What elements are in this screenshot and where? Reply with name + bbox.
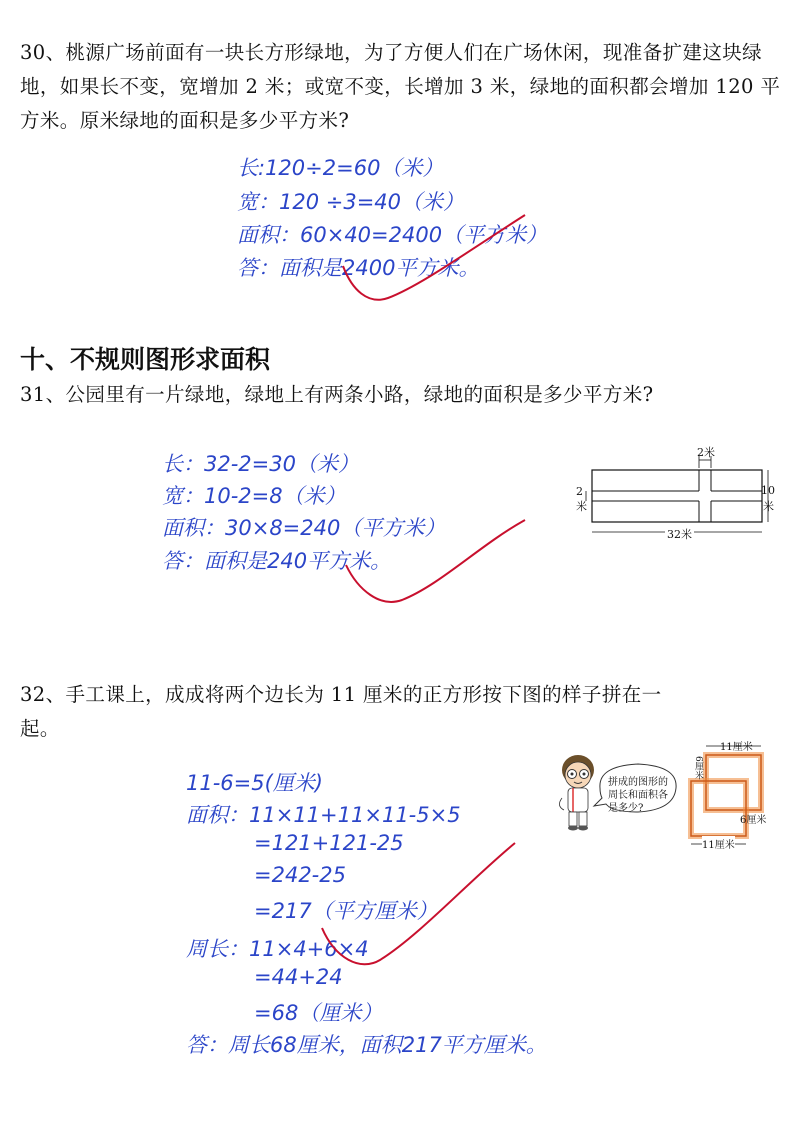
q31-fig-left-label-2: 米 [576, 500, 587, 513]
question-31-text: 31、公园里有一片绿地，绿地上有两条小路，绿地的面积是多少平方米? [20, 383, 654, 406]
q32-answer-line-4: =242-25 [254, 863, 346, 887]
q30-answer-line-3: 面积：60×40=2400（平方米） [237, 223, 548, 247]
question-30-text: 30、桃源广场前面有一块长方形绿地，为了方便人们在广场休闲，现准备扩建这块绿地，如果长不变，宽增加 2 米；或宽不变，长增加 3 米，绿地的面积都会增加 120 平方米。原米绿地的面积是多少平方米? [20, 41, 781, 132]
q32-answer-line-1: 11-6=5(厘米) [186, 771, 324, 795]
q31-fig-left-label-1: 2 [576, 485, 583, 498]
speech-bubble-line-2: 周长和面积各 [608, 790, 668, 801]
speech-bubble-line-1: 拼成的图形的 [608, 777, 668, 788]
question-32-text-line-2: 起。 [20, 717, 60, 740]
q32-fig-top-label: 11厘米 [720, 742, 753, 753]
q31-fig-top-label: 2米 [697, 446, 715, 459]
q32-answer-line-8: =68（厘米） [254, 1001, 383, 1025]
section-title: 十、不规则图形求面积 [20, 345, 271, 374]
q32-answer-line-5: =217（平方厘米） [254, 899, 438, 923]
q32-answer-line-9: 答：周长68厘米，面积217平方厘米。 [186, 1033, 547, 1057]
q31-answer-line-1: 长：32-2=30（米） [162, 452, 359, 476]
q31-fig-right-label-2: 米 [763, 500, 774, 513]
q32-answer-line-7: =44+24 [254, 965, 343, 989]
q32-answer-line-2: 面积：11×11+11×11-5×5 [186, 803, 461, 827]
q32-fig-left-label: 6厘米 [693, 756, 703, 780]
q32-squares-figure [688, 738, 788, 850]
q30-answer-line-4: 答：面积是2400平方米。 [237, 256, 480, 280]
question-32-text-line-1: 32、手工课上，成成将两个边长为 11 厘米的正方形按下图的样子拼在一 [20, 683, 662, 706]
q32-answer-line-3: =121+121-25 [254, 831, 404, 855]
q32-illustration [550, 748, 690, 843]
q32-answer-line-6: 周长：11×4+6×4 [186, 937, 369, 961]
q30-answer-line-2: 宽：120 ÷3=40（米） [237, 190, 465, 214]
q31-answer-line-3: 面积：30×8=240（平方米） [162, 516, 446, 540]
q31-fig-right-label-1: 10 [761, 484, 775, 497]
q30-answer-line-1: 长:120÷2=60（米） [237, 156, 444, 180]
q31-answer-line-4: 答：面积是240平方米。 [162, 549, 392, 573]
speech-bubble-line-3: 是多少? [608, 803, 644, 814]
overlapping-squares [688, 738, 788, 850]
q32-fig-right-label: 6厘米 [740, 815, 767, 826]
q32-fig-bottom-label: 11厘米 [702, 836, 735, 851]
q31-fig-bottom-label: 32米 [667, 528, 692, 541]
q31-answer-line-2: 宽：10-2=8（米） [162, 484, 346, 508]
